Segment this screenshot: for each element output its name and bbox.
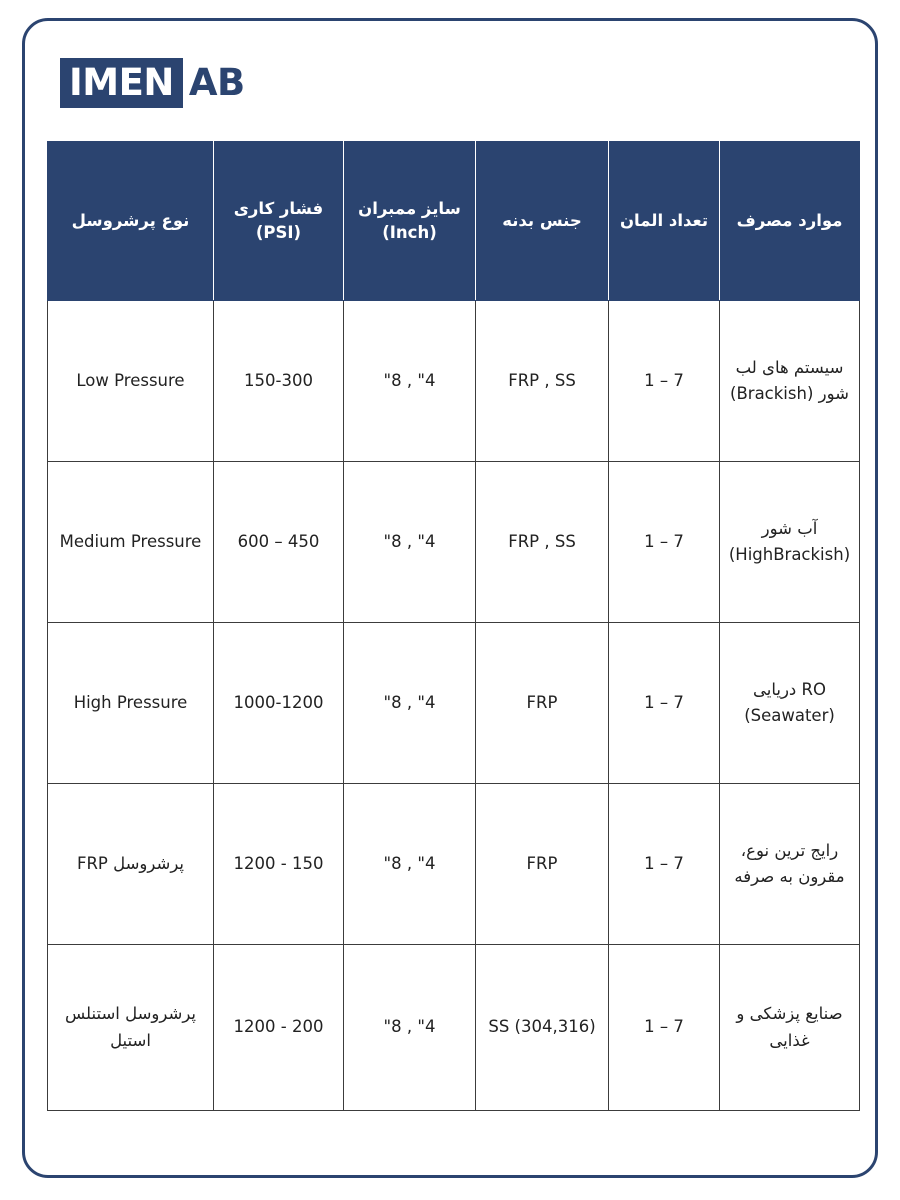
cell-membrane-size-text: "8 , "4	[383, 1017, 436, 1037]
table-header-row	[48, 142, 860, 301]
cell-element-count-text: 1 – 7	[644, 692, 684, 712]
cell-body-material	[476, 784, 609, 945]
cell-membrane-size	[344, 784, 476, 945]
cell-working-pressure-text: 1200 - 200	[233, 1017, 324, 1037]
column-header-vessel-type	[48, 142, 214, 301]
cell-usage-text: RO دریایی (Seawater)	[744, 679, 835, 725]
cell-vessel-type-text: Medium Pressure	[59, 531, 202, 551]
cell-body-material	[476, 462, 609, 623]
cell-working-pressure	[214, 462, 344, 623]
cell-element-count	[609, 784, 720, 945]
cell-usage	[720, 301, 860, 462]
table-row	[48, 623, 860, 784]
table-row	[48, 945, 860, 1111]
cell-body-material-text: FRP , SS	[508, 531, 576, 551]
cell-working-pressure	[214, 945, 344, 1111]
cell-body-material	[476, 945, 609, 1111]
cell-working-pressure	[214, 301, 344, 462]
cell-usage	[720, 945, 860, 1111]
column-header-working-pressure	[214, 142, 344, 301]
column-header-body-material-label: جنس بدنه	[502, 211, 582, 231]
cell-working-pressure	[214, 784, 344, 945]
cell-element-count	[609, 945, 720, 1111]
cell-working-pressure-text: 600 – 450	[237, 531, 320, 551]
column-header-working-pressure-label: فشار کاری	[233, 199, 324, 219]
cell-membrane-size-text: "8 , "4	[383, 370, 436, 390]
cell-element-count	[609, 462, 720, 623]
cell-working-pressure-text: 1000-1200	[233, 692, 324, 712]
cell-vessel-type	[48, 301, 214, 462]
column-header-membrane-size-label: سایز ممبران	[358, 199, 461, 219]
column-header-element-count-label: تعداد المان	[619, 211, 709, 231]
table-body	[48, 301, 860, 1111]
column-header-working-pressure-unit: (PSI)	[255, 223, 302, 242]
cell-membrane-size-text: "8 , "4	[383, 531, 436, 551]
cell-usage-text: آب شور (HighBrackish)	[728, 518, 851, 564]
cell-membrane-size	[344, 623, 476, 784]
cell-element-count-text: 1 – 7	[644, 1017, 684, 1037]
cell-element-count	[609, 623, 720, 784]
cell-membrane-size	[344, 462, 476, 623]
cell-body-material	[476, 301, 609, 462]
column-header-usage-label: موارد مصرف	[736, 211, 843, 231]
cell-membrane-size-text: "8 , "4	[383, 692, 436, 712]
cell-working-pressure-text: 1200 - 150	[233, 853, 324, 873]
table-header	[48, 142, 860, 301]
cell-vessel-type-text: High Pressure	[73, 692, 188, 712]
table-row	[48, 301, 860, 462]
table-row	[48, 784, 860, 945]
cell-body-material	[476, 623, 609, 784]
column-header-membrane-size	[344, 142, 476, 301]
cell-element-count	[609, 301, 720, 462]
cell-working-pressure-text: 150-300	[244, 370, 313, 390]
brand-logo	[60, 58, 245, 108]
cell-vessel-type	[48, 784, 214, 945]
cell-vessel-type-text: Low Pressure	[76, 370, 185, 390]
cell-membrane-size	[344, 301, 476, 462]
pressure-vessel-spec-table	[47, 141, 860, 1111]
column-header-membrane-size-unit: (Inch)	[382, 223, 437, 242]
cell-membrane-size-text: "8 , "4	[383, 853, 436, 873]
column-header-vessel-type-label: نوع پرشروسل	[71, 211, 190, 231]
cell-working-pressure	[214, 623, 344, 784]
cell-element-count-text: 1 – 7	[644, 531, 684, 551]
table-row	[48, 462, 860, 623]
column-header-element-count	[609, 142, 720, 301]
column-header-body-material	[476, 142, 609, 301]
cell-vessel-type	[48, 945, 214, 1111]
cell-body-material-text: SS (304,316)	[488, 1017, 596, 1037]
cell-usage-text: صنایع پزشکی و غذایی	[736, 1004, 843, 1050]
column-header-usage	[720, 142, 860, 301]
brand-logo-word: AB	[188, 61, 245, 104]
cell-vessel-type-text: پرشروسل استنلس استیل	[64, 1004, 197, 1050]
cell-body-material-text: FRP	[526, 853, 558, 873]
cell-vessel-type	[48, 623, 214, 784]
cell-membrane-size	[344, 945, 476, 1111]
cell-body-material-text: FRP , SS	[508, 370, 576, 390]
cell-vessel-type	[48, 462, 214, 623]
cell-usage	[720, 462, 860, 623]
cell-usage-text: سیستم های لب شور (Brackish)	[730, 357, 849, 403]
cell-element-count-text: 1 – 7	[644, 853, 684, 873]
cell-usage	[720, 623, 860, 784]
cell-usage-text: رایج ترین نوع، مقرون به صرفه	[734, 840, 845, 886]
cell-body-material-text: FRP	[526, 692, 558, 712]
cell-usage	[720, 784, 860, 945]
cell-vessel-type-text: پرشروسل FRP	[76, 853, 185, 873]
brand-logo-mark: IMEN	[60, 58, 183, 108]
cell-element-count-text: 1 – 7	[644, 370, 684, 390]
page-frame	[22, 18, 878, 1178]
